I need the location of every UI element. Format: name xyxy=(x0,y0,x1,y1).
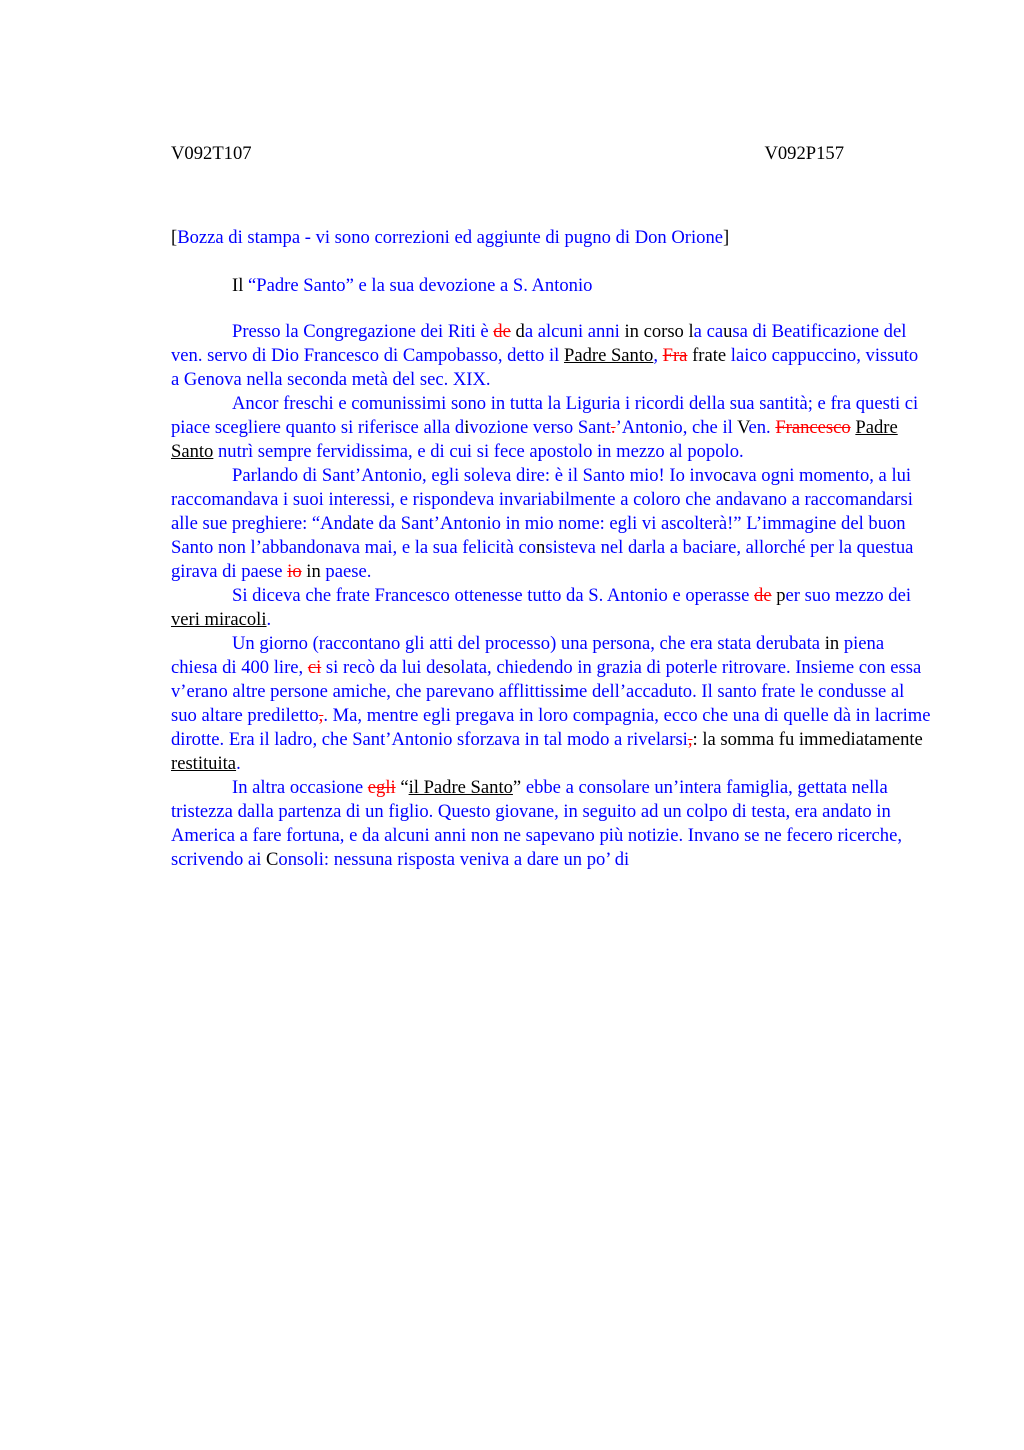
text-run: laico cappuccino, vissuto a Genova nella seconda metà del sec. XIX. xyxy=(171,345,919,390)
deleted-text: Francesco xyxy=(775,417,851,438)
underlined-text: il Padre Santo xyxy=(408,777,513,798)
deleted-text: , xyxy=(318,705,324,726)
deleted-text: de xyxy=(493,321,511,342)
code-left: V092T107 xyxy=(171,143,252,164)
text-run: piena chiesa di 400 lire, xyxy=(171,633,885,678)
text-run: a alcuni anni xyxy=(524,321,625,342)
handwritten-insert: : la somma fu immediatamente xyxy=(692,729,923,750)
code-right: V092P157 xyxy=(764,143,844,164)
text-run: a ca xyxy=(693,321,724,342)
text-run: te da Sant’Antonio in mio nome: egli vi ascolterà!” L’immagine del buon Santo non l’abbandonava mai, e la sua felicità co xyxy=(171,513,906,558)
underlined-text: restituita xyxy=(171,753,237,774)
text-run: sa di Beatificazione del ven. servo di Dio Francesco di Campobasso, detto il xyxy=(171,321,907,366)
text-run: olata, chiedendo in grazia di poterle ritrovare. Insieme con essa v’erano altre persone amiche, che parevano afflittiss xyxy=(171,657,922,702)
text-run: ava ogni momento, a lui raccomandava i suoi interessi, e rispondeva invariabilmente a coloro che andavano a raccomandarsi alle sue preghiere: “And xyxy=(171,465,913,534)
text-run: er suo mezzo dei xyxy=(785,585,911,606)
handwritten-insert: d xyxy=(515,321,525,342)
text-run: paese. xyxy=(320,561,372,582)
handwritten-insert: n xyxy=(536,537,546,558)
handwritten-insert: u xyxy=(723,321,733,342)
title-prefix: Il xyxy=(232,275,249,296)
text-run: onsoli: nessuna risposta veniva a dare un po’ di xyxy=(278,849,630,870)
deleted-text: . xyxy=(610,417,616,438)
handwritten-insert: in xyxy=(306,561,321,582)
deleted-text: de xyxy=(754,585,772,606)
handwritten-insert: V xyxy=(737,417,749,438)
text-run: In altra occasione xyxy=(232,777,368,798)
text-run: Ancor freschi e comunissimi sono in tutta la Liguria i ricordi della sua santità; e fra questi ci piace scegliere quanto si riferisce alla d xyxy=(171,393,919,438)
text-run: . xyxy=(266,609,272,630)
note-text: Bozza di stampa - vi sono correzioni ed aggiunte di pugno di Don Orione xyxy=(177,227,724,248)
paragraph-5 xyxy=(171,632,931,776)
handwritten-insert: s xyxy=(443,657,451,678)
underlined-text: Padre Santo xyxy=(563,345,654,366)
paragraph-3 xyxy=(171,464,931,584)
handwritten-insert: C xyxy=(266,849,279,870)
note-bracket-open: [ xyxy=(171,227,178,248)
paragraph-2 xyxy=(171,392,931,464)
handwritten-insert: “ xyxy=(400,777,409,798)
deleted-text: io xyxy=(287,561,302,582)
deleted-text: Fra xyxy=(662,345,688,366)
document-page xyxy=(171,142,931,872)
article-title xyxy=(171,274,931,298)
paragraph-6 xyxy=(171,776,931,872)
note-bracket-close: ] xyxy=(723,227,730,248)
deleted-text: ci xyxy=(307,657,322,678)
text-run: ’Antonio, che il xyxy=(615,417,738,438)
deleted-text: , xyxy=(687,729,693,750)
text-run: , xyxy=(653,345,663,366)
document-codes xyxy=(171,142,931,172)
article-body xyxy=(171,320,931,872)
text-run: . xyxy=(236,753,241,774)
handwritten-insert: c xyxy=(722,465,731,486)
handwritten-insert: in xyxy=(824,633,840,654)
text-run: . Ma, mentre egli pregava in loro compagnia, ecco che una di quelle dà in lacrime dirotte. Era il ladro, che Sant’Antonio sforzava in tal modo a rivelarsi xyxy=(171,705,931,750)
text-run: sisteva nel darla a baciare, allorché per la questua girava di paese xyxy=(171,537,914,582)
handwritten-insert: frate xyxy=(687,345,727,366)
paragraph-4 xyxy=(171,584,931,632)
text-run: Un giorno (raccontano gli atti del processo) una persona, che era stata derubata xyxy=(232,633,825,654)
text-run: vozione verso Sant xyxy=(469,417,611,438)
title-text: “Padre Santo” e la sua devozione a S. Antonio xyxy=(248,275,593,296)
text-run: si recò da lui de xyxy=(321,657,444,678)
handwritten-insert: a xyxy=(352,513,361,534)
underlined-text: veri miracoli xyxy=(171,609,267,630)
text-run: me dell’accaduto. Il santo frate le condusse al suo altare prediletto xyxy=(171,681,905,726)
text-run: en. xyxy=(748,417,776,438)
text-run: Presso la Congregazione dei Riti è xyxy=(232,321,494,342)
text-run: Si diceva che frate Francesco ottenesse tutto da S. Antonio e operasse xyxy=(232,585,755,606)
text-run: ebbe a consolare un’intera famiglia, gettata nella tristezza dalla partenza di un figlio. Questo giovane, in seguito ad un colpo di testa, era andato in America a fare fortuna, e da alcuni anni non ne sapevano più notizie. Invano se ne fecero ricerche, scrivendo ai xyxy=(171,777,903,870)
handwritten-insert: p xyxy=(776,585,786,606)
handwritten-insert: in corso l xyxy=(624,321,694,342)
text-run: nutrì sempre fervidissima, e di cui si fece apostolo in mezzo al popolo. xyxy=(213,441,744,462)
handwritten-insert: i xyxy=(464,417,470,438)
text-run: Parlando di Sant’Antonio, egli soleva dire: è il Santo mio! Io invo xyxy=(232,465,723,486)
underlined-text: Padre Santo xyxy=(171,417,898,462)
editorial-note xyxy=(171,226,931,250)
handwritten-insert: ” xyxy=(512,777,522,798)
deleted-text: egli xyxy=(367,777,396,798)
paragraph-1 xyxy=(171,320,931,392)
handwritten-insert: i xyxy=(559,681,565,702)
